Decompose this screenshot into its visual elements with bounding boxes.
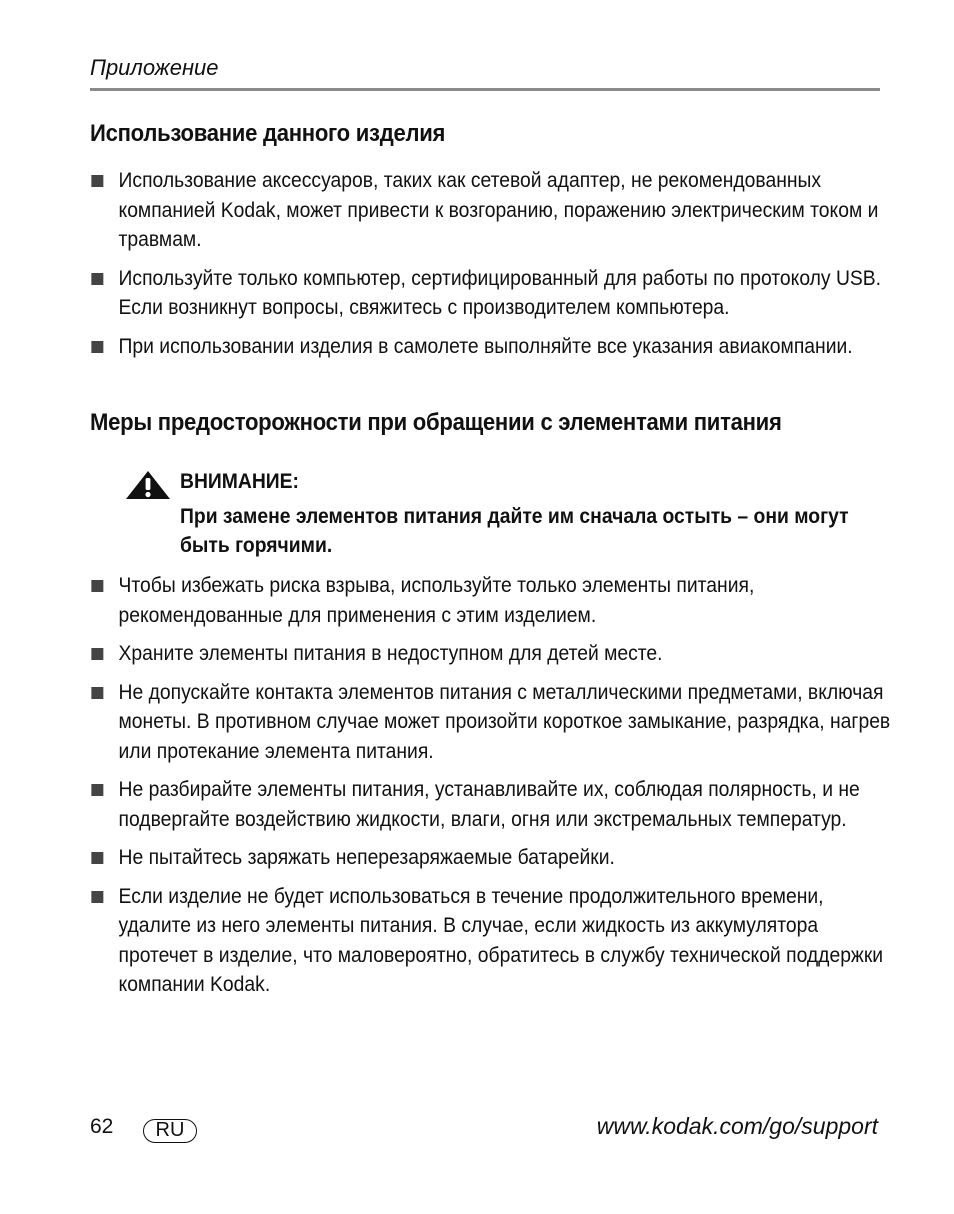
list-item: Если изделие не будет использоваться в течение продолжительного времени, удалите из него элементы питания. В случае, если жидкость из аккумулятора протечет в изделие, что маловероятно, обратитесь в службу технической поддержки компании Kodak. [90, 882, 896, 1000]
square-bullet-icon [91, 687, 103, 699]
square-bullet-icon [91, 891, 103, 903]
list-item: Храните элементы питания в недоступном для детей месте. [90, 639, 896, 669]
square-bullet-icon [91, 648, 103, 660]
warning-text: При замене элементов питания дайте им сначала остыть – они могут быть горячими. [180, 505, 849, 557]
battery-precautions-list [90, 571, 891, 1009]
support-url-link[interactable]: www.kodak.com/go/support [596, 1113, 878, 1139]
section-title-product-use: Использование данного изделия [90, 120, 446, 147]
running-header: Приложение [90, 55, 219, 80]
warning-label: ВНИМАНИЕ: [180, 470, 299, 493]
square-bullet-icon [91, 273, 103, 285]
product-use-list [90, 166, 880, 370]
list-item: Не допускайте контакта элементов питания с металлическими предметами, включая монеты. В противном случае может произойти короткое замыкание, разрядка, нагрев или протекание элемента питания. [90, 678, 896, 767]
list-item: Использование аксессуаров, таких как сетевой адаптер, не рекомендованных компанией Kodak, может привести к возгоранию, поражению электрическим током и травмам. [90, 166, 896, 255]
list-item: Не пытайтесь заряжать неперезаряжаемые батарейки. [90, 843, 896, 873]
square-bullet-icon [91, 580, 103, 592]
square-bullet-icon [91, 175, 103, 187]
header-divider [90, 88, 880, 91]
page-number: 62 [90, 1115, 114, 1138]
square-bullet-icon [91, 852, 103, 864]
square-bullet-icon [91, 341, 103, 353]
square-bullet-icon [91, 784, 103, 796]
section-title-battery-precautions: Меры предосторожности при обращении с элементами питания [90, 409, 782, 436]
list-item: Используйте только компьютер, сертифицированный для работы по протоколу USB. Если возникнут вопросы, свяжитесь с производителем компьютера. [90, 264, 896, 323]
warning-triangle-icon [125, 470, 171, 500]
list-item: При использовании изделия в самолете выполняйте все указания авиакомпании. [90, 332, 896, 362]
list-item: Не разбирайте элементы питания, устанавливайте их, соблюдая полярность, и не подвергайте воздействию жидкости, влаги, огня или экстремальных температур. [90, 775, 896, 834]
language-badge: RU [143, 1119, 197, 1143]
list-item: Чтобы избежать риска взрыва, используйте только элементы питания, рекомендованные для применения с этим изделием. [90, 571, 896, 630]
